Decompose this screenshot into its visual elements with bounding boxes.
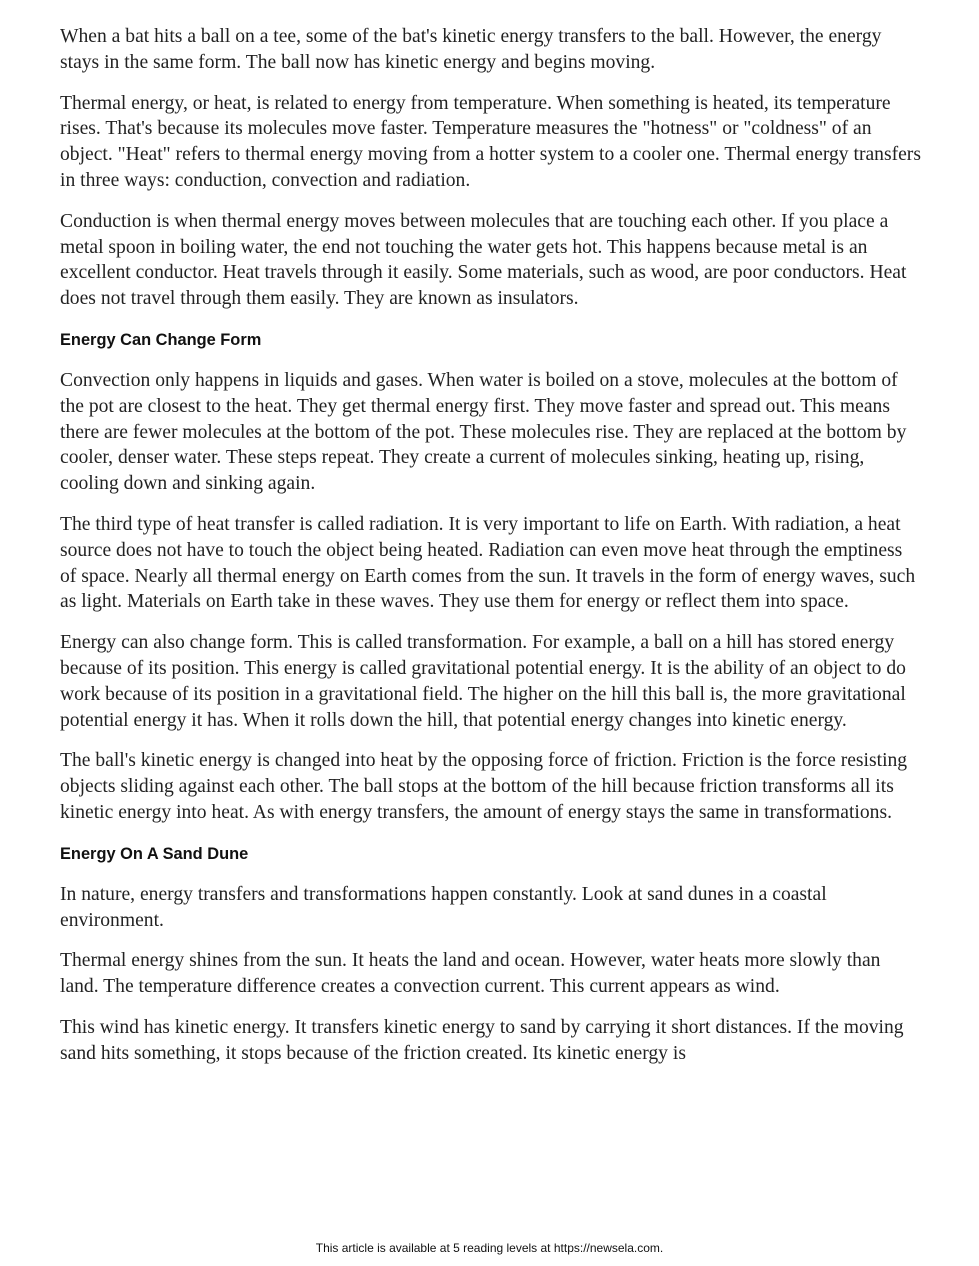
section-heading: Energy Can Change Form bbox=[60, 330, 262, 349]
paragraph: The third type of heat transfer is called radiation. It is very important to life on Earth. With radiation, a heat source does not have to touch the object being heated. Radiation can even move heat through the emptiness of space. Nearly all thermal energy on Earth comes from the sun. It travels in the form of energy waves, such as light. Materials on Earth take in these waves. They use them for energy or reflect them into space. bbox=[60, 513, 916, 613]
paragraph: This wind has kinetic energy. It transfers kinetic energy to sand by carrying it short distances. If the moving sand hits something, it stops because of the friction created. Its kinetic energy is bbox=[60, 1016, 904, 1064]
paragraph: Thermal energy shines from the sun. It heats the land and ocean. However, water heats more slowly than land. The temperature difference creates a convection current. This current appears as wind. bbox=[60, 950, 881, 998]
article-body bbox=[60, 24, 922, 1082]
page-footer: This article is available at 5 reading levels at https://newsela.com. bbox=[315, 1241, 664, 1255]
paragraph: Conduction is when thermal energy moves between molecules that are touching each other. If you place a metal spoon in boiling water, the end not touching the water gets hot. This happens because metal is an excellent conductor. Heat travels through it easily. Some materials, such as wood, are poor conductors. Heat does not travel through them easily. They are known as insulators. bbox=[60, 210, 907, 310]
paragraph: The ball's kinetic energy is changed into heat by the opposing force of friction. Friction is the force resisting objects sliding against each other. The ball stops at the bottom of the hill because friction transforms all its kinetic energy into heat. As with energy transfers, the amount of energy stays the same in transformations. bbox=[60, 750, 908, 823]
section-heading: Energy On A Sand Dune bbox=[60, 844, 249, 863]
paragraph: Thermal energy, or heat, is related to energy from temperature. When something is heated, its temperature rises. That's because its molecules move faster. Temperature measures the "hotness" or "coldness" of an object. "Heat" refers to thermal energy moving from a hotter system to a cooler one. Thermal energy transfers in three ways: conduction, convection and radiation. bbox=[60, 92, 921, 191]
paragraph: Convection only happens in liquids and gases. When water is boiled on a stove, molecules at the bottom of the pot are closest to the heat. They get thermal energy first. They move faster and spread out. This means there are fewer molecules at the bottom of the pot. These molecules rise. They are replaced at the bottom by cooler, denser water. These steps repeat. They create a current of molecules sinking, heating up, rising, cooling down and sinking again. bbox=[60, 369, 907, 495]
paragraph: In nature, energy transfers and transformations happen constantly. Look at sand dunes in a coastal environment. bbox=[60, 883, 827, 931]
paragraph: When a bat hits a ball on a tee, some of the bat's kinetic energy transfers to the ball. However, the energy stays in the same form. The ball now has kinetic energy and begins moving. bbox=[60, 26, 882, 73]
paragraph: Energy can also change form. This is called transformation. For example, a ball on a hill has stored energy because of its position. This energy is called gravitational potential energy. It is the ability of an object to do work because of its position in a gravitational field. The higher on the hill this ball is, the more gravitational potential energy it has. When it rolls down the hill, that potential energy changes into kinetic energy. bbox=[60, 632, 906, 731]
